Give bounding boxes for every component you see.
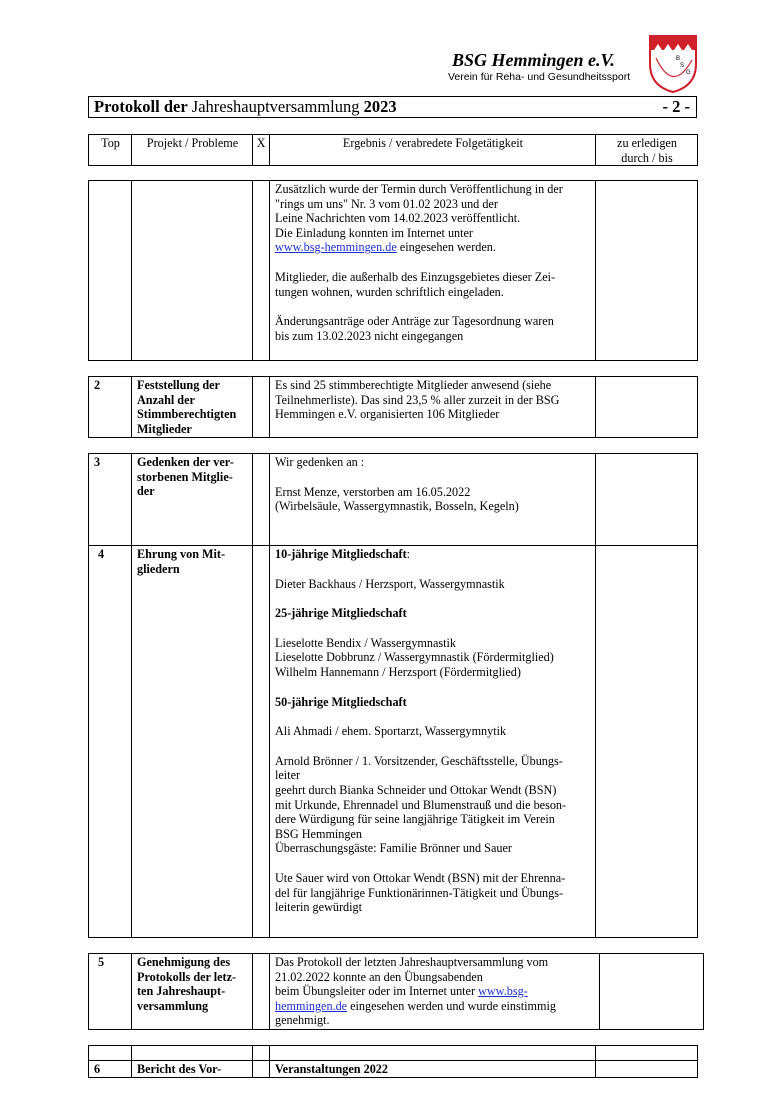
col-projekt: Projekt / Probleme (132, 135, 253, 166)
ergebnis-cell: 10-jährige Mitgliedschaft: Dieter Backhaus / Herzsport, Wassergymnastik 25-jährige Mitgliedschaft Lieselotte Bendix / Wassergymnastik Lieselotte Dobbrunz / Wassergymnastik (Fördermitglied) Wilhelm Hannemann / Herzsport (Fördermitglied) 50-jährige Mitgliedschaft Ali Ahmadi / ehem. Sportarzt, Wassergymnytik Arnold Brönner / 1. Vorsitzender, Geschäftsstelle, Übungs- leiter geehrt durch Bianka Schneider und Ottokar Wendt (BSN) mit Urkunde, Ehrennadel und Blumenstrauß und die beson- dere Würdigung für seine langjährige Tätigkeit im Verein BSG Hemmingen Überraschungsgäste: Familie Brönner und Sauer Ute Sauer wird von Ottokar Wendt (BSN) mit der Ehrenna- del für langjährige Funktionärinnen-Tätigkeit und Übungs- leiterin gewürdigt (270, 546, 596, 938)
svg-text:S: S (680, 63, 685, 69)
document-title-bar (88, 96, 697, 118)
col-top: Top (89, 135, 132, 166)
website-link-continued[interactable]: hemmingen.de (275, 998, 348, 1013)
page-number: - 2 - (662, 97, 690, 116)
projekt-cell: Ehrung von Mit- gliedern (132, 546, 253, 938)
ergebnis-cell: Zusätzlich wurde der Termin durch Veröffentlichung in der "rings um uns" Nr. 3 vom 01.02 2023 und der Leine Nachrichten vom 14.02.2023 veröffentlicht. Die Einladung konnten im Internet unter www.bsg-hemmingen.de eingesehen werden. Mitglieder, die außerhalb des Einzugsgebietes dieser Zei- tungen wohnen, wurden schriftlich eingeladen. Änderungsanträge oder Anträge zur Tagesordnung waren bis zum 13.02.2023 nicht eingegangen (270, 181, 596, 361)
top-number: 5 (89, 954, 132, 1030)
col-erledigen: zu erledigen durch / bis (596, 135, 698, 166)
top-number: 3 (89, 454, 132, 546)
ergebnis-cell: Es sind 25 stimmberechtigte Mitglieder anwesend (siehe Teilnehmerliste). Das sind 23,5 % aller zurzeit in der BSG Hemmingen e.V. organisierten 106 Mitglieder (270, 377, 596, 438)
club-logo-icon (648, 34, 698, 94)
website-link[interactable]: www.bsg-hemmingen.de (275, 240, 397, 255)
projekt-cell: Genehmigung des Protokolls der letz- ten Jahreshaupt- versammlung (132, 954, 253, 1030)
agenda-row-4 (89, 546, 698, 938)
col-ergebnis: Ergebnis / verabredete Folgetätigkeit (270, 135, 596, 166)
ergebnis-cell: Veranstaltungen 2022 (270, 1061, 596, 1078)
agenda-row-2 (88, 376, 698, 438)
col-x: X (253, 135, 270, 166)
ergebnis-cell: Das Protokoll der letzten Jahreshauptversammlung vom 21.02.2022 konnte an den Übungsabenden beim Übungsleiter oder im Internet unter www.bsg- hemmingen.de eingesehen werden und wurde einstimmig genehmigt. (270, 954, 600, 1030)
projekt-cell: Feststellung der Anzahl der Stimmberechtigten Mitglieder (132, 377, 253, 438)
top-number: 4 (89, 546, 132, 938)
projekt-cell: Gedenken der ver- storbenen Mitglie- der (132, 454, 253, 546)
top-number: 6 (89, 1061, 132, 1078)
agenda-row-5 (88, 953, 704, 1030)
heading-50-jahre: 50-jährige Mitgliedschaft (275, 694, 407, 709)
document-title: Protokoll der Jahreshauptversammlung 2023 (94, 97, 397, 116)
website-link[interactable]: www.bsg- (478, 984, 528, 999)
top-number: 2 (89, 377, 132, 438)
agenda-row-continued (88, 180, 698, 361)
projekt-cell: Bericht des Vor- (132, 1061, 253, 1078)
org-subtitle: Verein für Reha- und Gesundheitssport (448, 71, 631, 83)
org-name: BSG Hemmingen e.V. (452, 50, 615, 70)
ergebnis-cell: Wir gedenken an : Ernst Menze, verstorben am 16.05.2022 (Wirbelsäule, Wassergymnastik, Bosseln, Kegeln) (270, 454, 596, 546)
column-header-table (88, 134, 698, 166)
heading-10-jahre: 10-jährige Mitgliedschaft (275, 547, 407, 561)
agenda-row-6 (88, 1045, 698, 1078)
svg-text:G: G (686, 70, 691, 76)
svg-text:B: B (676, 56, 681, 62)
heading-25-jahre: 25-jährige Mitgliedschaft (275, 606, 407, 621)
agenda-rows-3-4 (88, 453, 698, 938)
agenda-row-3 (89, 454, 698, 546)
